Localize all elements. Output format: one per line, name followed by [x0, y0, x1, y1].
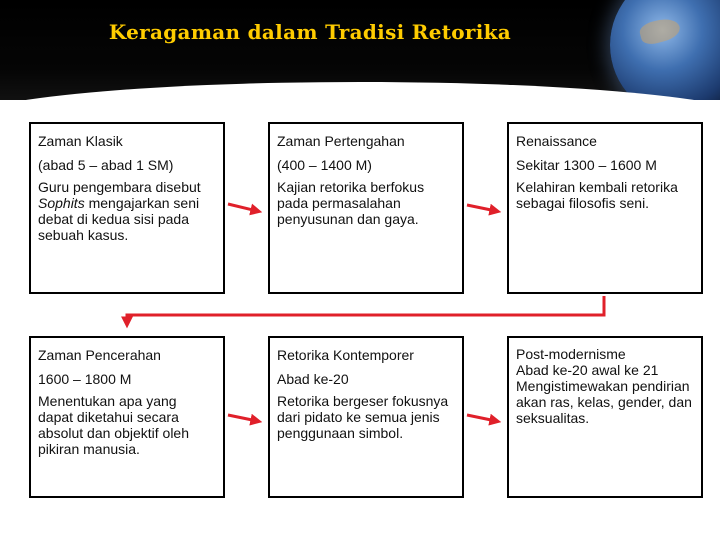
era-period: (abad 5 – abad 1 SM) — [38, 157, 174, 173]
era-heading: Post-modernisme — [516, 346, 626, 362]
era-description: Guru pengembara disebut Sophits mengajarkan seni debat di kedua sisi pada sebuah kasus. — [38, 179, 201, 243]
era-heading: Renaissance — [516, 133, 597, 149]
era-description: Menentukan apa yang dapat diketahui secara absolut dan objektif oleh pikiran manusia. — [38, 393, 189, 457]
era-period: Sekitar 1300 – 1600 M — [516, 157, 657, 173]
era-description: Kelahiran kembali retorika sebagai filosofis seni. — [516, 179, 678, 211]
era-description: Kajian retorika berfokus pada permasalahan penyusunan dan gaya. — [277, 179, 425, 227]
arrow-pertengahan-to-renaissance — [467, 205, 496, 211]
era-heading: Zaman Pencerahan — [38, 347, 161, 363]
arrow-pencerahan-to-kontemporer — [228, 415, 257, 421]
arrow-klasik-to-pertengahan — [228, 204, 257, 211]
era-description: Mengistimewakan pendirian akan ras, kelas, gender, dan seksualitas. — [516, 378, 692, 426]
era-heading: Zaman Klasik — [38, 133, 123, 149]
era-period: (400 – 1400 M) — [277, 157, 372, 173]
arrow-kontemporer-to-postmodernisme — [467, 415, 496, 421]
era-period: Abad ke-20 — [277, 371, 349, 387]
era-period: 1600 – 1800 M — [38, 371, 132, 387]
era-heading: Retorika Kontemporer — [277, 347, 414, 363]
era-period: Abad ke-20 awal ke 21 — [516, 362, 659, 378]
era-heading: Zaman Pertengahan — [277, 133, 405, 149]
era-description: Retorika bergeser fokusnya dari pidato ke semua jenis penggunaan simbol. — [277, 393, 449, 441]
page-title: Keragaman dalam Tradisi Retorika — [108, 20, 512, 44]
arrow-renaissance-to-pencerahan — [127, 296, 604, 323]
